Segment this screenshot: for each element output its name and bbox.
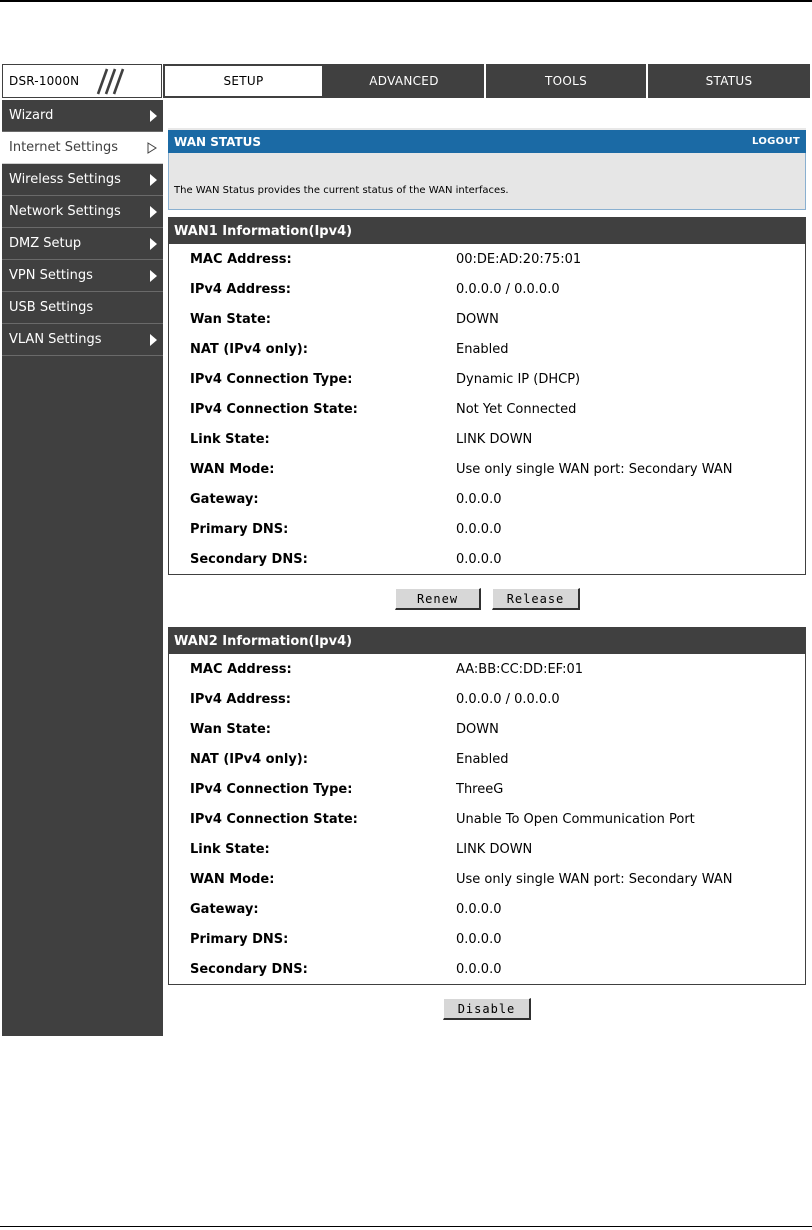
sidebar-item-label: USB Settings: [9, 300, 94, 315]
info-value: 0.0.0.0: [456, 491, 502, 507]
info-value: Not Yet Connected: [456, 401, 577, 417]
info-row-mac-address: [169, 244, 805, 274]
page-header: [168, 128, 806, 153]
info-label: IPv4 Connection Type:: [190, 371, 353, 387]
info-label: Primary DNS:: [190, 521, 289, 537]
info-label: MAC Address:: [190, 661, 292, 677]
info-value: AA:BB:CC:DD:EF:01: [456, 661, 584, 677]
sidebar-item-label: Network Settings: [9, 204, 121, 219]
disable-button[interactable]: Disable: [443, 998, 531, 1020]
sidebar-item-internet-settings[interactable]: [2, 132, 163, 164]
info-value: 0.0.0.0: [456, 931, 502, 947]
info-value: DOWN: [456, 721, 499, 737]
sidebar-item-network-settings[interactable]: [2, 196, 163, 228]
info-label: IPv4 Connection State:: [190, 401, 358, 417]
info-label: Primary DNS:: [190, 931, 289, 947]
info-label: MAC Address:: [190, 251, 292, 267]
page-top-rule: [0, 0, 812, 2]
info-row-nat: [169, 334, 805, 364]
triangle-right-icon: [150, 270, 157, 282]
info-value: 00:DE:AD:20:75:01: [456, 251, 582, 267]
sidebar-item-usb-settings[interactable]: [2, 292, 163, 324]
info-label: WAN Mode:: [190, 461, 275, 477]
sidebar-item-wizard[interactable]: [2, 100, 163, 132]
info-row-gateway: [169, 894, 805, 924]
info-row-ipv4-address: [169, 684, 805, 714]
product-logo: [2, 64, 162, 98]
info-label: Gateway:: [190, 901, 259, 917]
tab-advanced[interactable]: ADVANCED: [324, 64, 486, 98]
info-value: ThreeG: [456, 781, 504, 797]
info-label: Wan State:: [190, 311, 272, 327]
wan2-info-panel: [168, 627, 806, 985]
triangle-right-icon: [150, 174, 157, 186]
sidebar: [2, 100, 163, 1036]
info-value: Dynamic IP (DHCP): [456, 371, 581, 387]
page-title: WAN STATUS: [174, 134, 262, 149]
page-bottom-rule: [0, 1226, 812, 1227]
renew-button[interactable]: Renew: [395, 588, 481, 610]
info-row-link-state: [169, 834, 805, 864]
info-value: 0.0.0.0: [456, 901, 502, 917]
info-value: Use only single WAN port: Secondary WAN: [456, 461, 733, 477]
product-name: DSR-1000N: [9, 74, 80, 88]
tab-setup[interactable]: SETUP: [163, 64, 324, 98]
info-row-ipv4-address: [169, 274, 805, 304]
info-label: NAT (IPv4 only):: [190, 751, 308, 767]
info-value: Unable To Open Communication Port: [456, 811, 695, 827]
info-label: Link State:: [190, 841, 270, 857]
info-row-wan-state: [169, 714, 805, 744]
info-value: 0.0.0.0 / 0.0.0.0: [456, 281, 560, 297]
release-button[interactable]: Release: [492, 588, 580, 610]
info-row-link-state: [169, 424, 805, 454]
triangle-right-outline-icon: [147, 142, 157, 154]
info-row-connection-state: [169, 394, 805, 424]
info-row-gateway: [169, 484, 805, 514]
triangle-right-icon: [150, 238, 157, 250]
main-tabs: [163, 64, 810, 98]
info-label: Gateway:: [190, 491, 259, 507]
triangle-right-icon: [150, 206, 157, 218]
info-value: LINK DOWN: [456, 431, 533, 447]
logo-slashes-icon: [88, 68, 128, 95]
top-navigation-bar: [0, 64, 812, 98]
sidebar-item-vlan-settings[interactable]: [2, 324, 163, 356]
info-value: LINK DOWN: [456, 841, 533, 857]
sidebar-item-label: VLAN Settings: [9, 332, 102, 347]
sidebar-item-dmz-setup[interactable]: [2, 228, 163, 260]
wan1-panel-title: WAN1 Information(Ipv4): [169, 218, 805, 244]
wan1-info-panel: [168, 217, 806, 575]
info-value: 0.0.0.0 / 0.0.0.0: [456, 691, 560, 707]
info-label: Wan State:: [190, 721, 272, 737]
page-description: The WAN Status provides the current status of the WAN interfaces.: [168, 153, 806, 210]
tab-tools[interactable]: TOOLS: [486, 64, 648, 98]
info-label: Link State:: [190, 431, 270, 447]
sidebar-item-label: DMZ Setup: [9, 236, 82, 251]
info-label: IPv4 Connection Type:: [190, 781, 353, 797]
info-row-wan-mode: [169, 454, 805, 484]
info-value: 0.0.0.0: [456, 521, 502, 537]
info-value: Use only single WAN port: Secondary WAN: [456, 871, 733, 887]
info-row-connection-type: [169, 774, 805, 804]
info-value: Enabled: [456, 751, 509, 767]
info-value: DOWN: [456, 311, 499, 327]
info-row-wan-mode: [169, 864, 805, 894]
info-label: IPv4 Connection State:: [190, 811, 358, 827]
info-label: IPv4 Address:: [190, 691, 291, 707]
info-row-mac-address: [169, 654, 805, 684]
info-row-primary-dns: [169, 514, 805, 544]
info-label: IPv4 Address:: [190, 281, 291, 297]
info-value: 0.0.0.0: [456, 961, 502, 977]
logout-link[interactable]: LOGOUT: [752, 136, 800, 147]
sidebar-item-wireless-settings[interactable]: [2, 164, 163, 196]
sidebar-item-label: Wizard: [9, 108, 54, 123]
sidebar-item-label: Internet Settings: [9, 140, 119, 155]
info-row-connection-type: [169, 364, 805, 394]
info-row-secondary-dns: [169, 954, 805, 984]
info-row-nat: [169, 744, 805, 774]
wan2-panel-title: WAN2 Information(Ipv4): [169, 628, 805, 654]
info-row-secondary-dns: [169, 544, 805, 574]
info-label: Secondary DNS:: [190, 551, 308, 567]
triangle-right-icon: [150, 334, 157, 346]
info-label: Secondary DNS:: [190, 961, 308, 977]
info-value: 0.0.0.0: [456, 551, 502, 567]
info-row-wan-state: [169, 304, 805, 334]
sidebar-item-label: VPN Settings: [9, 268, 93, 283]
info-label: WAN Mode:: [190, 871, 275, 887]
sidebar-item-label: Wireless Settings: [9, 172, 121, 187]
tab-status[interactable]: STATUS: [648, 64, 810, 98]
info-label: NAT (IPv4 only):: [190, 341, 308, 357]
info-row-connection-state: [169, 804, 805, 834]
triangle-right-icon: [150, 110, 157, 122]
info-row-primary-dns: [169, 924, 805, 954]
sidebar-item-vpn-settings[interactable]: [2, 260, 163, 292]
info-value: Enabled: [456, 341, 509, 357]
